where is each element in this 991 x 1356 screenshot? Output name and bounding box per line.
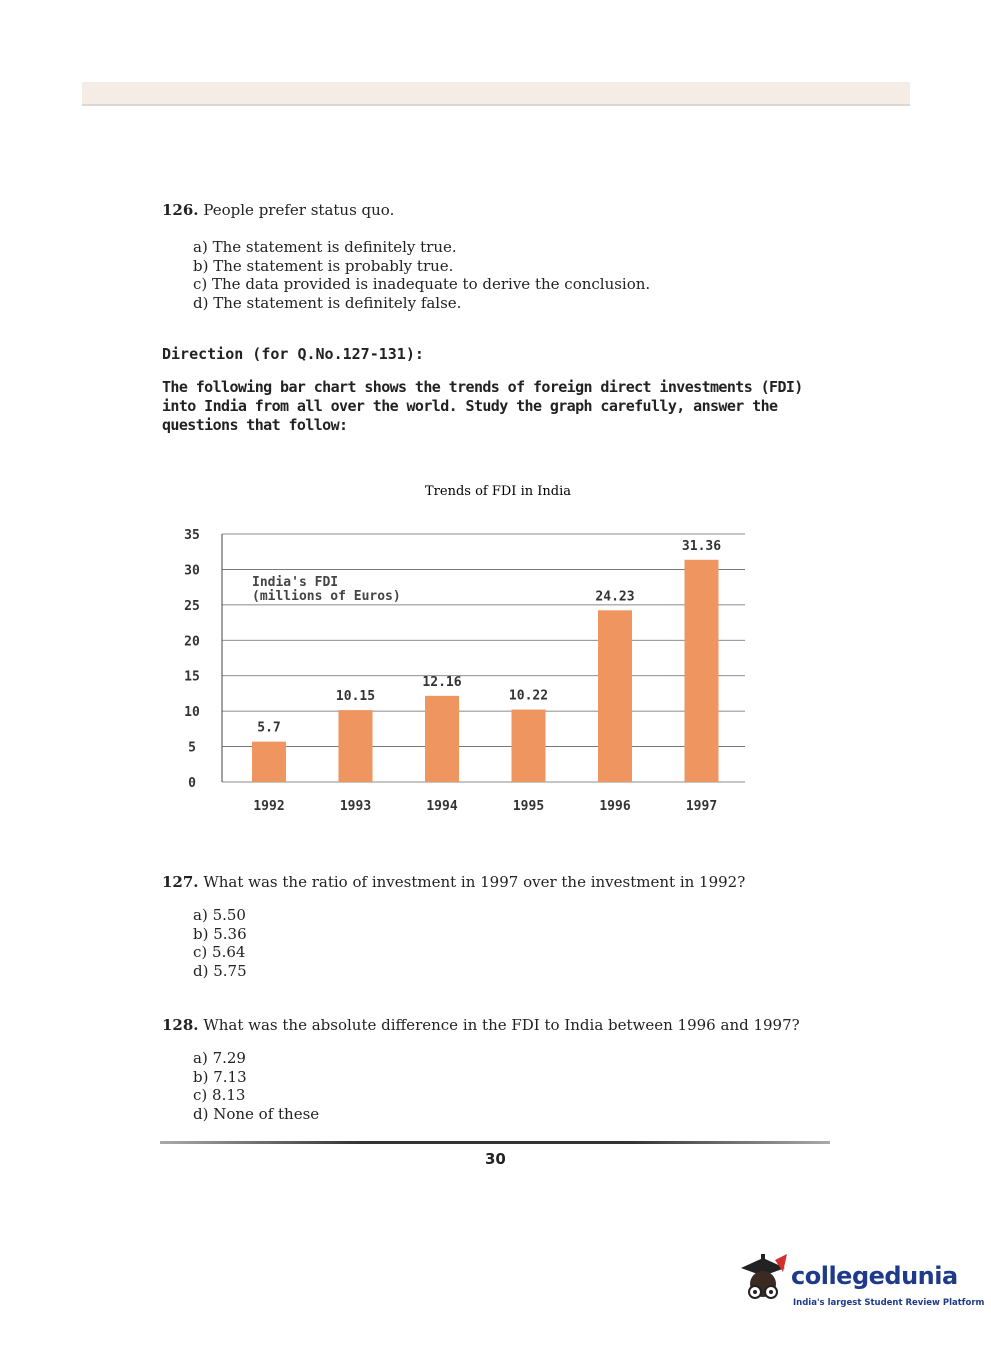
option-a: a) The statement is definitely true. (193, 238, 457, 256)
bar (339, 710, 373, 782)
brand-name: collegedunia (791, 1262, 958, 1290)
value-label: 10.22 (508, 688, 549, 704)
option-a: a) 5.50 (193, 906, 246, 924)
option-c: c) 8.13 (193, 1086, 246, 1105)
option-d: d) None of these (193, 1105, 320, 1124)
y-tick-label: 10 (184, 705, 200, 721)
y-tick-label: 20 (184, 634, 200, 650)
brand-tagline: India's largest Student Review Platform (793, 1298, 985, 1308)
y-tick-label: 30 (184, 563, 200, 579)
legend-label-line2: (millions of Euros) (252, 589, 401, 604)
footer-rule (160, 1141, 830, 1144)
value-label: 10.15 (335, 689, 376, 705)
option-d: d) 5.75 (193, 962, 247, 981)
y-tick-label: 35 (184, 528, 200, 543)
value-label: 5.7 (257, 720, 281, 736)
value-label: 31.36 (681, 538, 722, 554)
question-number: 126. (162, 201, 199, 219)
question-number: 128. (162, 1016, 199, 1034)
question-128 (162, 1016, 800, 1035)
legend-label-line1: India's FDI (252, 575, 339, 590)
direction-heading: Direction (for Q.No.127-131): (162, 345, 424, 363)
bar (598, 610, 632, 782)
chart-grid (222, 534, 745, 782)
bar (252, 742, 286, 782)
x-tick-label: 1992 (253, 799, 285, 814)
y-tick-label: 0 (188, 776, 196, 791)
x-tick-label: 1997 (685, 799, 718, 814)
option-c: c) The data provided is inadequate to derive the conclusion. (193, 275, 651, 294)
option-b: b) 7.13 (193, 1067, 247, 1086)
y-axis-ticks (184, 528, 200, 791)
option-a: a) 7.29 (193, 1049, 246, 1067)
x-tick-label: 1994 (426, 799, 458, 814)
option-b: b) The statement is probably true. (193, 256, 454, 275)
question-text: What was the ratio of investment in 1997 over the investment in 1992? (203, 873, 746, 891)
option-c: c) 5.64 (193, 943, 246, 962)
direction-body: The following bar chart shows the trends of foreign direct investments (FDI) into India from all over the world. Study the graph carefully, answer the questions that follow: (162, 378, 803, 434)
value-label: 12.16 (422, 674, 462, 690)
mascot-icon (735, 1250, 791, 1310)
option-d: d) The statement is definitely false. (193, 294, 462, 313)
page-number: 30 (485, 1150, 506, 1168)
bar (685, 560, 719, 782)
header-band (82, 82, 910, 106)
x-tick-label: 1996 (599, 799, 631, 814)
option-b: b) 5.36 (193, 924, 247, 943)
question-127-options (193, 906, 247, 981)
bar (512, 710, 546, 782)
y-tick-label: 25 (184, 598, 200, 614)
value-label: 24.23 (595, 589, 635, 605)
question-text: People prefer status quo. (203, 201, 395, 219)
y-tick-label: 5 (188, 740, 196, 756)
value-labels (257, 539, 721, 736)
x-axis-labels (253, 799, 717, 814)
question-126 (162, 201, 394, 220)
bar (425, 696, 459, 782)
fdi-bar-chart (160, 470, 760, 830)
brand-logo[interactable] (735, 1250, 985, 1320)
y-tick-label: 15 (184, 669, 200, 685)
x-tick-label: 1995 (512, 799, 545, 814)
x-tick-label: 1993 (339, 799, 372, 814)
question-number: 127. (162, 873, 199, 891)
question-128-options (193, 1049, 319, 1124)
question-127 (162, 873, 745, 892)
chart-title: Trends of FDI in India (425, 484, 571, 499)
question-126-options (193, 238, 650, 313)
question-text: What was the absolute difference in the FDI to India between 1996 and 1997? (203, 1016, 800, 1034)
